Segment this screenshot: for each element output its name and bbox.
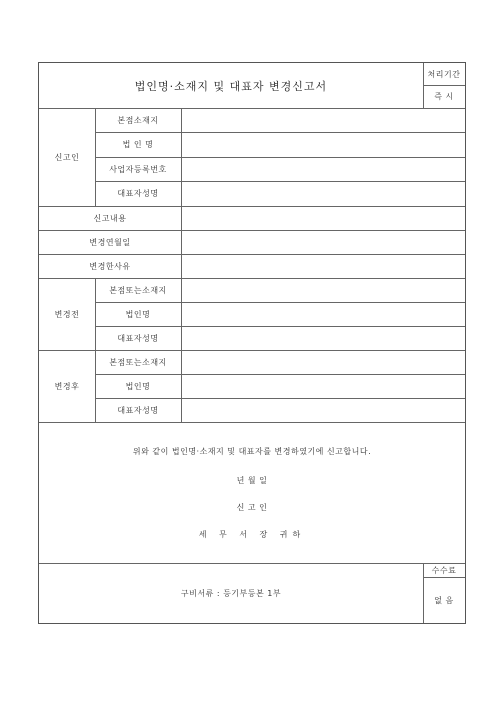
change-date-label: 변경연월일	[89, 237, 131, 247]
change-reason-field[interactable]	[181, 254, 465, 278]
reporter-business-number-field[interactable]	[181, 157, 465, 181]
processing-period-label: 처리기간	[427, 69, 461, 79]
before-corp-name-field[interactable]	[181, 302, 465, 326]
addressee: 세 무 서 장 귀하	[198, 529, 306, 539]
report-content-field[interactable]	[181, 206, 465, 230]
change-date-field[interactable]	[181, 230, 465, 254]
after-row-rep-name: 대표자성명	[117, 405, 159, 415]
reporter-address-field[interactable]	[181, 108, 465, 132]
before-section-label: 변경전	[54, 309, 80, 319]
report-form	[38, 62, 466, 624]
before-rep-name-field[interactable]	[181, 326, 465, 350]
after-address-field[interactable]	[181, 350, 465, 374]
reporter-rep-name-field[interactable]	[181, 181, 465, 206]
fee-label: 수수료	[431, 565, 457, 575]
date-line: 년 월 일	[236, 475, 268, 485]
after-section-label: 변경후	[54, 381, 80, 391]
after-rep-name-field[interactable]	[181, 398, 465, 422]
report-content-label: 신고내용	[93, 213, 127, 223]
after-row-address: 본점또는소재지	[109, 357, 167, 367]
reporter-row-address: 본점소재지	[117, 115, 159, 125]
attachments-text: 구비서류 : 등기부등본 1부	[180, 588, 282, 598]
reporter-row-corp-name: 법 인 명	[122, 140, 154, 149]
declaration-text: 위와 같이 법인명·소재지 및 대표자를 변경하였기에 신고합니다.	[132, 446, 372, 456]
reporter-section-label: 신고인	[54, 152, 80, 162]
reporter-corp-name-field[interactable]	[181, 132, 465, 157]
before-row-corp-name: 법인명	[125, 309, 151, 319]
reporter-sign: 신 고 인	[236, 502, 268, 512]
before-row-rep-name: 대표자성명	[117, 333, 159, 343]
change-reason-label: 변경한사유	[89, 261, 131, 271]
form-title: 법인명·소재지 및 대표자 변경신고서	[134, 79, 328, 93]
reporter-row-rep-name: 대표자성명	[117, 189, 159, 198]
section-line	[39, 422, 465, 423]
processing-period-value: 즉 시	[434, 92, 454, 101]
after-row-corp-name: 법인명	[125, 381, 151, 391]
before-row-address: 본점또는소재지	[109, 285, 167, 295]
fee-value: 없 음	[434, 595, 454, 605]
before-address-field[interactable]	[181, 278, 465, 302]
reporter-row-business-number: 사업자등록번호	[109, 164, 167, 174]
after-corp-name-field[interactable]	[181, 374, 465, 398]
